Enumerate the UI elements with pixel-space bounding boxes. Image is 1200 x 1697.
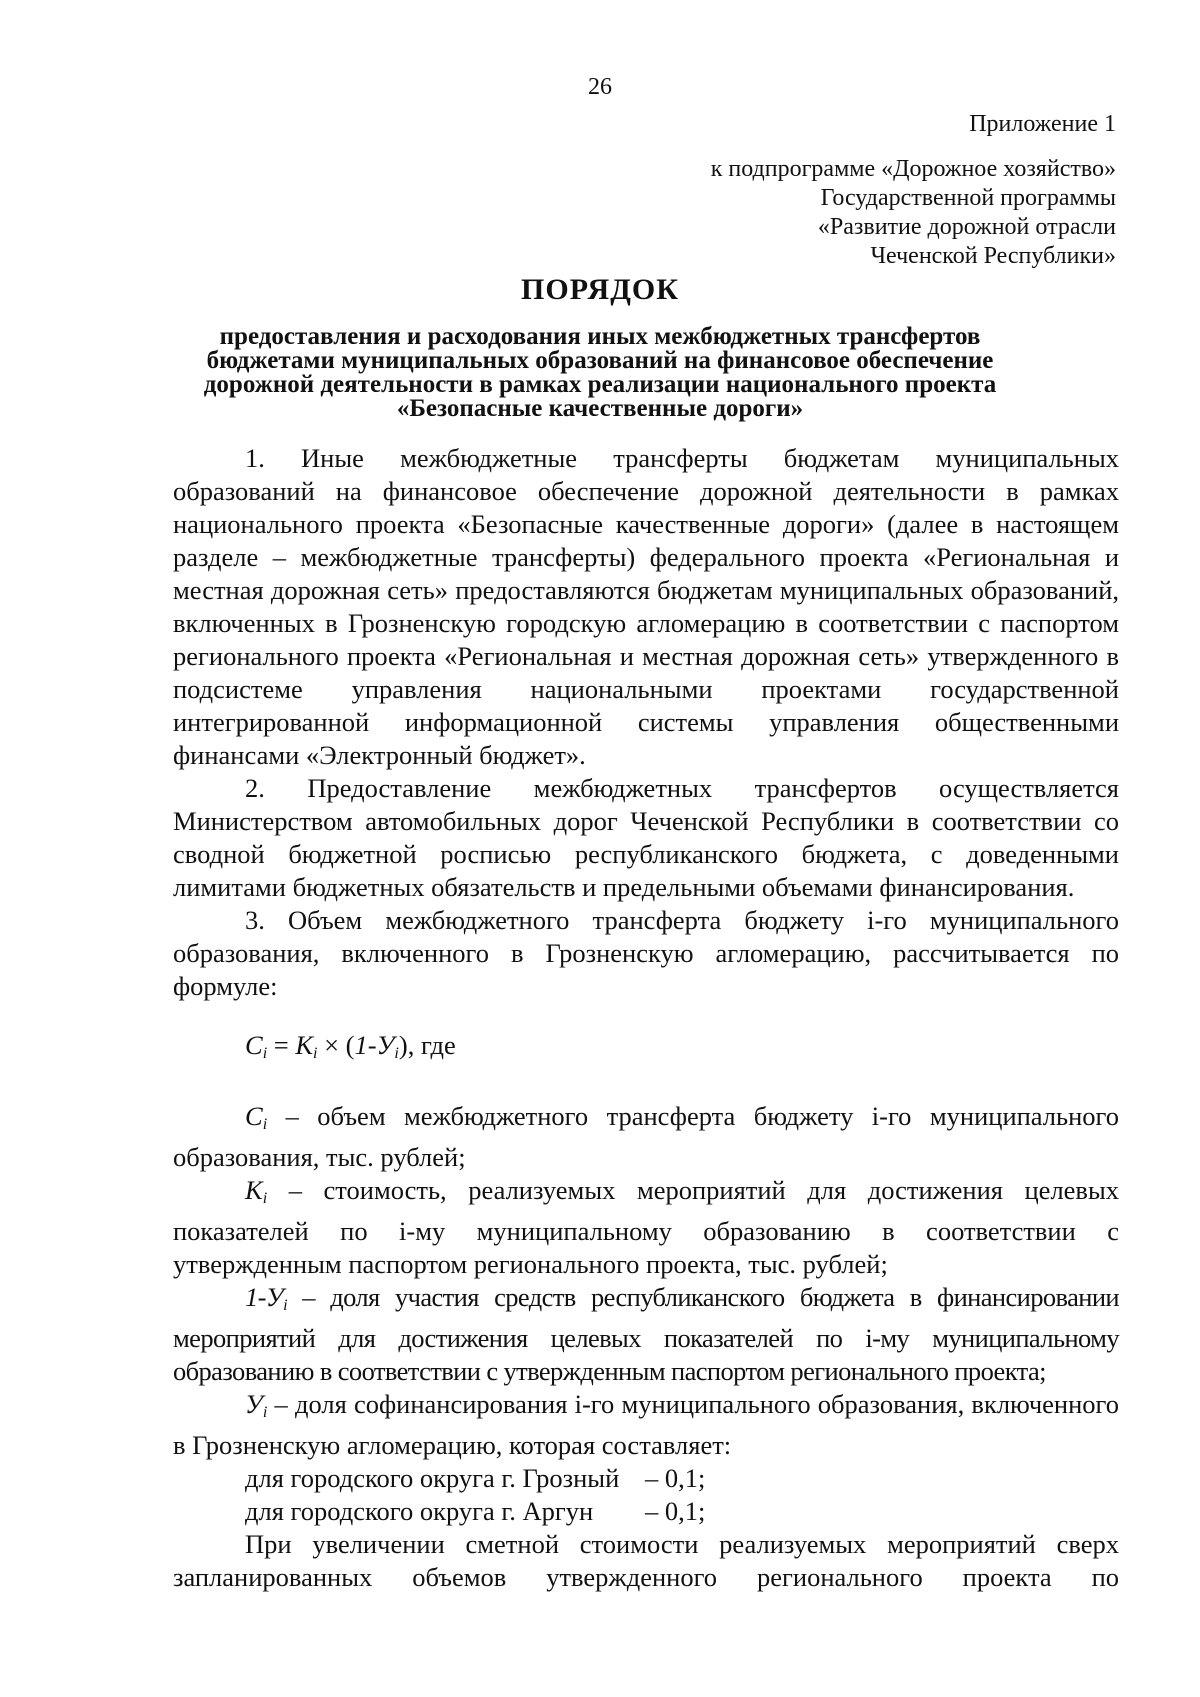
rate-row bbox=[245, 1462, 1119, 1495]
appendix-title: Приложение 1 bbox=[969, 111, 1116, 137]
rate-row bbox=[245, 1495, 1119, 1528]
formula-one-minus-u: 1-У bbox=[354, 1030, 395, 1060]
appendix-line: Государственной программы bbox=[820, 185, 1116, 211]
formula-k: K bbox=[295, 1030, 314, 1060]
appendix-line: «Развитие дорожной отрасли bbox=[817, 214, 1116, 240]
heading-subtitle-line: бюджетами муниципальных образований на финансовое обеспечение bbox=[206, 347, 994, 374]
paragraph-2: 2. Предоставление межбюджетных трансфертов осуществляется Министерством автомобильных дорог Чеченской Республики в соответствии со сводной бюджетной росписью республиканского бюджета, с доведенными лимитами бюджетных обязательств и предельными объемами финансирования. bbox=[173, 773, 1119, 902]
heading-subtitle-line: «Безопасные качественные дороги» bbox=[396, 395, 804, 422]
appendix-line: Чеченской Республики» bbox=[870, 243, 1116, 269]
heading-subtitle-line: предоставления и расходования иных межбюджетных трансфертов bbox=[219, 323, 981, 350]
formula-close: ), где bbox=[398, 1030, 456, 1060]
definition-one-minus-u: 1-Уi – доля участия средств республиканского бюджета в финансировании мероприятий для достижения целевых показателей по i-му муниципальному образованию в соответствии с утвержденным паспортом регионального проекта; bbox=[173, 1282, 1119, 1386]
formula-subscript: i bbox=[313, 1045, 318, 1062]
paragraph-1: 1. Иные межбюджетные трансферты бюджетам муниципальных образований на финансовое обеспечение дорожной деятельности в рамках национального проекта «Безопасные качественные дороги» (далее в настоящем разделе – межбюджетные трансферты) федерального проекта «Региональная и местная дорожная сеть» предоставляются бюджетам муниципальных образований, включенных в Грозненскую городскую агломерацию в соответствии с паспортом регионального проекта «Региональная и местная дорожная сеть» утвержденного в подсистеме управления национальными проектами государственной интегрированной информационной системы управления общественными финансами «Электронный бюджет». bbox=[173, 443, 1119, 770]
paragraph-final: При увеличении сметной стоимости реализуемых мероприятий сверх запланированных объемов утвержденного регионального проекта по bbox=[173, 1529, 1119, 1592]
formula-times: × ( bbox=[317, 1030, 355, 1060]
formula-subscript: i bbox=[262, 1045, 268, 1062]
formula-c: C bbox=[245, 1030, 263, 1060]
document-body bbox=[173, 442, 1119, 1594]
paragraph-3: 3. Объем межбюджетного трансферта бюджету i-го муниципального образования, включенного в Грозненскую агломерацию, рассчитывается по формуле: bbox=[173, 905, 1119, 1001]
definition-u: Уi – доля софинансирования i-го муниципального образования, включенного в Грозненскую агломерацию, которая составляет: bbox=[173, 1389, 1119, 1460]
rate-value: – 0,1; bbox=[645, 1463, 706, 1493]
definition-c: Ci – объем межбюджетного трансферта бюджету i-го муниципального образования, тыс. рублей; bbox=[173, 1101, 1119, 1172]
rate-label: для городского округа г. Аргун bbox=[245, 1496, 594, 1526]
document-heading bbox=[84, 273, 1116, 421]
appendix-block bbox=[516, 110, 1116, 271]
rate-label: для городского округа г. Грозный bbox=[245, 1463, 620, 1493]
rate-value: – 0,1; bbox=[645, 1496, 706, 1526]
page-number: 26 bbox=[588, 74, 612, 100]
appendix-line: к подпрограмме «Дорожное хозяйство» bbox=[710, 156, 1116, 182]
formula bbox=[245, 1029, 1119, 1070]
heading-title: ПОРЯДОК bbox=[521, 273, 679, 306]
formula-subscript: i bbox=[394, 1045, 399, 1062]
heading-subtitle-line: дорожной деятельности в рамках реализации национального проекта bbox=[203, 371, 997, 398]
formula-eq: = bbox=[267, 1030, 296, 1060]
definition-k: Ki – стоимость, реализуемых мероприятий для достижения целевых показателей по i-му муниципальному образованию в соответствии с утвержденным паспортом регионального проекта, тыс. рублей; bbox=[173, 1175, 1119, 1279]
